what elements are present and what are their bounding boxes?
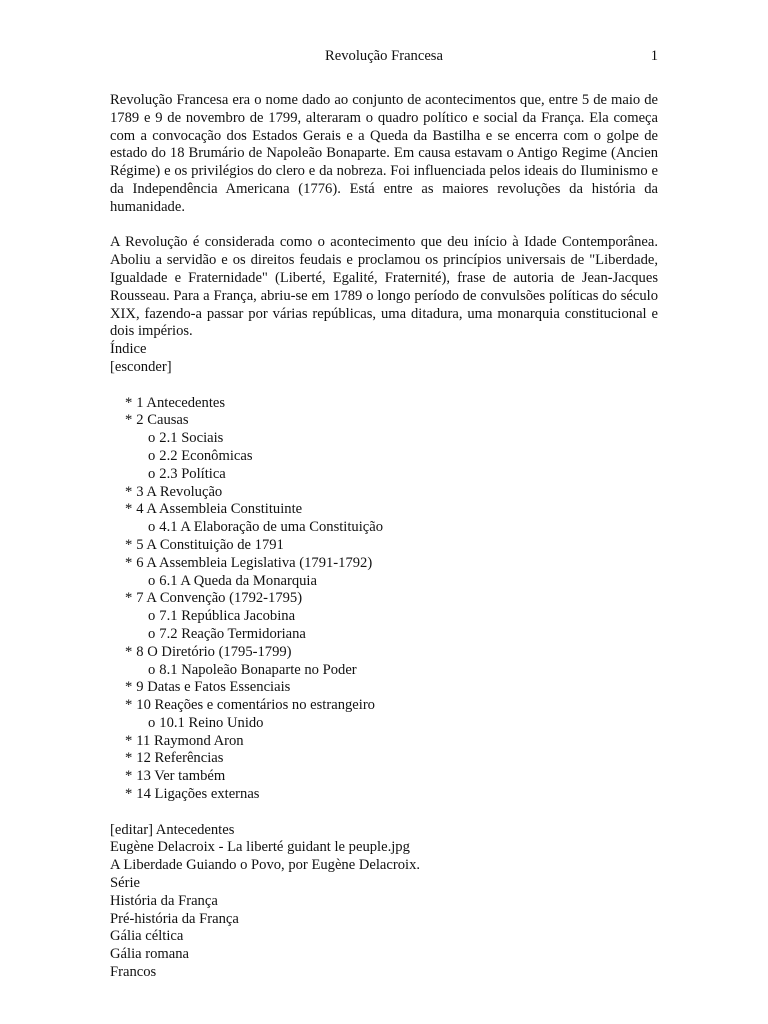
toc-item-label: 1 Antecedentes [136, 394, 226, 411]
toc-item-label: 2 Causas [136, 412, 189, 429]
toc-item[interactable] [110, 430, 658, 448]
toc-item[interactable] [110, 715, 658, 733]
toc-bullet: o [148, 661, 156, 678]
toc-bullet: * [125, 643, 133, 660]
text-line: Série [110, 875, 140, 892]
toc-bullet: * [125, 412, 133, 429]
toc-bullet: o [148, 519, 156, 536]
toc-bullet: * [125, 732, 133, 749]
toc-item-label: 2.2 Econômicas [159, 447, 253, 464]
section-heading-antecedentes[interactable]: [editar] Antecedentes [110, 821, 235, 838]
toc-bullet: o [148, 430, 156, 447]
toc-item[interactable] [110, 537, 658, 555]
section-gap [110, 804, 658, 822]
toc-bullet: o [148, 608, 156, 625]
toc-item[interactable] [110, 412, 658, 430]
toc-item-label: 2.1 Sociais [159, 430, 224, 447]
toc-gap [110, 377, 658, 395]
toc-item-label: 6.1 A Queda da Monarquia [159, 572, 317, 589]
toc-item[interactable] [110, 697, 658, 715]
toc-bullet: o [148, 447, 156, 464]
toc-item[interactable] [110, 626, 658, 644]
text-line: Francos [110, 964, 157, 981]
toc-item-label: 11 Raymond Aron [136, 732, 244, 749]
document-body [110, 92, 658, 982]
text-line: Eugène Delacroix - La liberté guidant le peuple.jpg [110, 839, 410, 856]
toc-item-label: 2.3 Política [159, 465, 226, 482]
text-line: Pré-história da França [110, 910, 239, 927]
toc-item-label: 7.1 República Jacobina [159, 608, 296, 625]
toc-item-label: 4.1 A Elaboração de uma Constituição [159, 519, 384, 536]
text-line: A Liberdade Guiando o Povo, por Eugène Delacroix. [110, 857, 421, 874]
toc-item-label: 8.1 Napoleão Bonaparte no Poder [159, 661, 357, 678]
toc-item-label: 6 A Assembleia Legislativa (1791-1792) [136, 554, 373, 571]
table-of-contents [110, 395, 658, 804]
toc-item-label: 14 Ligações externas [136, 786, 260, 803]
toc-item-label: 4 A Assembleia Constituinte [136, 501, 303, 518]
toc-item-label: 10.1 Reino Unido [159, 714, 264, 731]
toc-title: Índice [110, 341, 147, 358]
toc-item-label: 7.2 Reação Termidoriana [159, 625, 306, 642]
toc-bullet: * [125, 750, 133, 767]
toc-item[interactable] [110, 555, 658, 573]
toc-item[interactable] [110, 768, 658, 786]
toc-bullet: * [125, 697, 133, 714]
toc-item-label: 12 Referências [136, 750, 224, 767]
paragraph-contemporary: A Revolução é considerada como o acontecimento que deu início à Idade Contemporânea. Aboliu a servidão e os direitos feudais e proclamou os princípios universais de "Liberdade, Igualdade e Fraternidade" (Liberté, Egalité, Fraternité), frase de autoria de Jean-Jacques Rousseau. Para a França, abriu-se em 1789 o longo período de convulsões políticas do século XIX, fazendo-a passar por várias repúblicas, uma ditadura, uma monarquia constitucional e dois impérios. [110, 234, 658, 340]
toc-bullet: * [125, 590, 133, 607]
toc-item[interactable] [110, 501, 658, 519]
toc-item[interactable] [110, 750, 658, 768]
toc-item-label: 3 A Revolução [136, 483, 223, 500]
toc-item-label: 10 Reações e comentários no estrangeiro [136, 697, 375, 714]
toc-bullet: o [148, 714, 156, 731]
toc-toggle-link[interactable]: [esconder] [110, 358, 172, 375]
toc-item[interactable] [110, 733, 658, 751]
toc-bullet: * [125, 786, 133, 803]
paragraph-intro: Revolução Francesa era o nome dado ao conjunto de acontecimentos que, entre 5 de maio de 1789 e 9 de novembro de 1799, alteraram o quadro político e social da França. Ela começa com a convocação dos Estados Gerais e a Queda da Bastilha e se encerra com o golpe de estado do 18 Brumário de Napoleão Bonaparte. Em causa estavam o Antigo Regime (Ancien Régime) e os privilégios do clero e da nobreza. Foi influenciada pelos ideais do Iluminismo e da Independência Americana (1776). Está entre as maiores revoluções da história da humanidade. [110, 92, 658, 215]
toc-bullet: * [125, 768, 133, 785]
toc-bullet: o [148, 572, 156, 589]
toc-item[interactable] [110, 448, 658, 466]
page-header [110, 46, 658, 66]
text-line: História da França [110, 892, 218, 909]
section-antecedentes [110, 822, 658, 982]
toc-item-label: 8 O Diretório (1795-1799) [136, 643, 292, 660]
toc-bullet: o [148, 465, 156, 482]
toc-item[interactable] [110, 484, 658, 502]
text-line: Gália céltica [110, 928, 184, 945]
paragraph-gap [110, 217, 658, 235]
toc-item[interactable] [110, 395, 658, 413]
toc-item[interactable] [110, 466, 658, 484]
toc-item[interactable] [110, 644, 658, 662]
toc-item[interactable] [110, 573, 658, 591]
toc-bullet: * [125, 679, 133, 696]
toc-bullet: o [148, 625, 156, 642]
toc-item[interactable] [110, 590, 658, 608]
toc-item-label: 9 Datas e Fatos Essenciais [136, 679, 291, 696]
toc-item-label: 13 Ver também [136, 768, 226, 785]
toc-item[interactable] [110, 519, 658, 537]
header-title: Revolução Francesa [325, 48, 443, 64]
toc-bullet: * [125, 483, 133, 500]
toc-item-label: 7 A Convenção (1792-1795) [136, 590, 303, 607]
toc-item[interactable] [110, 608, 658, 626]
toc-item[interactable] [110, 679, 658, 697]
page-number: 1 [650, 48, 658, 64]
toc-item-label: 5 A Constituição de 1791 [136, 536, 284, 553]
toc-bullet: * [125, 554, 133, 571]
toc-bullet: * [125, 501, 133, 518]
toc-bullet: * [125, 394, 133, 411]
toc-item[interactable] [110, 786, 658, 804]
toc-item[interactable] [110, 662, 658, 680]
text-line: Gália romana [110, 946, 190, 963]
toc-bullet: * [125, 536, 133, 553]
